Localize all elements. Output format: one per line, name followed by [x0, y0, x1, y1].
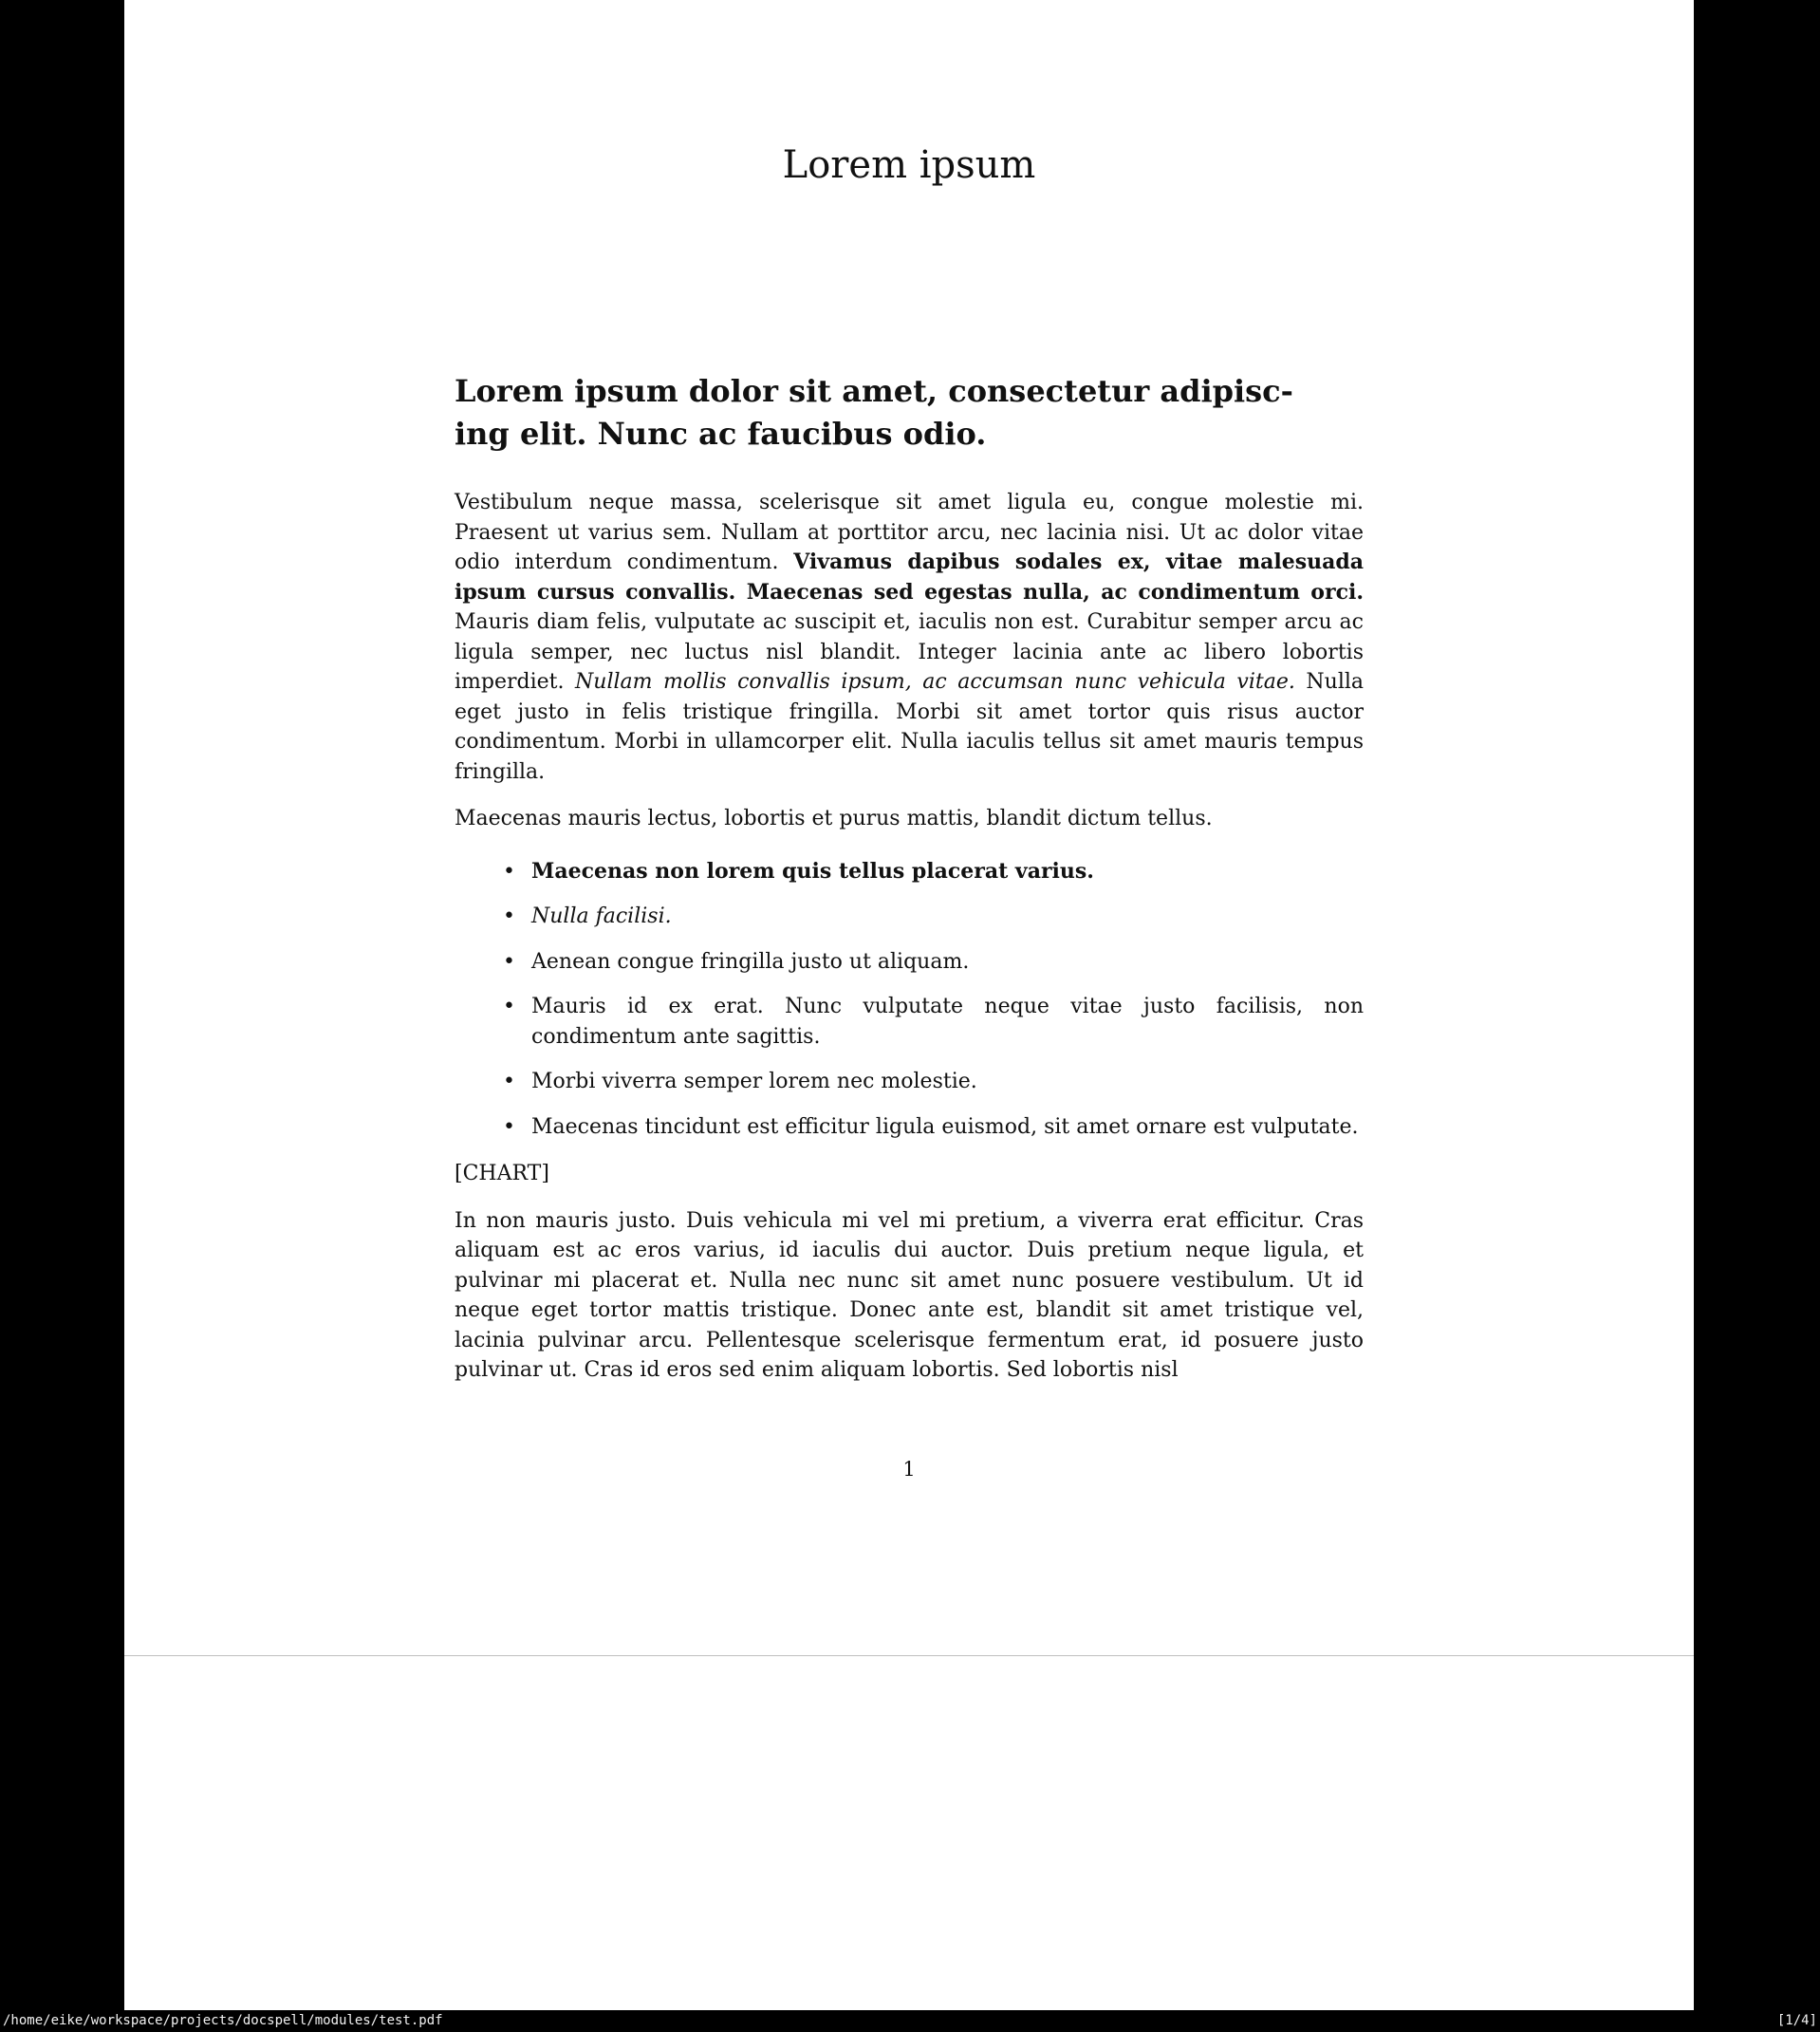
body-paragraph: Vestibulum neque massa, scelerisque sit amet ligula eu, congue molestie mi. Praesent ut varius sem. Nullam at porttitor arcu, nec lacinia nisi. Ut ac dolor vitae odio interdum condimentum. Vivamus dapibus sodales ex, vitae malesuada ipsum cursus convallis. Maecenas sed egestas nulla, ac condimentum orci. Mauris diam felis, vulputate ac suscipit et, iaculis non est. Curabitur semper arcu ac ligula semper, nec luctus nisl blandit. Integer lacinia ante ac libero lobortis imperdiet. Nullam mollis convallis ipsum, ac accumsan nunc vehicula vitae. Nulla eget justo in felis tristique fringilla. Morbi sit amet tortor quis risus auctor condimentum. Morbi in ullamcorper elit. Nulla iaculis tellus sit amet mauris tempus fringilla.	[455, 491, 1365, 784]
list-item: • Nulla facilisi.	[531, 902, 1364, 932]
section-heading-line: ing elit. Nunc ac faucibus odio.	[455, 416, 987, 452]
chart-placeholder: [CHART]	[455, 1162, 549, 1185]
list-item: • Maecenas non lorem quis tellus placerat varius.	[531, 857, 1364, 887]
body-paragraph: Maecenas mauris lectus, lobortis et purus mattis, blandit dictum tellus.	[455, 807, 1213, 830]
statusbar	[0, 2010, 1820, 2032]
body-paragraph: In non mauris justo. Duis vehicula mi vel mi pretium, a viverra erat efficitur. Cras aliquam est ac eros varius, id iaculis dui auctor. Duis pretium neque ligula, et pulvinar mi placerat et. Nulla nec nunc sit amet nunc posuere vestibulum. Ut id neque eget tortor mattis tristique. Donec ante est, blandit sit amet tristique vel, lacinia pulvinar arcu. Pellentesque scelerisque fermentum erat, id posuere justo pulvinar ut. Cras id eros sed enim aliquam lobortis. Sed lobortis nisl	[455, 1208, 1364, 1382]
statusbar-file-path: /home/eike/workspace/projects/docspell/modules/test.pdf	[3, 2013, 443, 2028]
section-heading	[455, 370, 1364, 456]
page-separator-line	[124, 1655, 1694, 1656]
list-item: • Morbi viverra semper lorem nec molestie.	[531, 1067, 1364, 1097]
list-item: • Aenean congue fringilla justo ut aliquam.	[531, 947, 1364, 978]
statusbar-page-indicator: [1/4]	[1776, 2013, 1817, 2028]
section-heading-line: Lorem ipsum dolor sit amet, consectetur adipisc-	[455, 373, 1293, 409]
pdf-page-1	[124, 0, 1694, 2010]
list-item: • Mauris id ex erat. Nunc vulputate neque vitae justo facilisis, non condimentum ante sagittis.	[531, 992, 1364, 1052]
page-number: 1	[902, 1457, 916, 1481]
document-title: Lorem ipsum	[782, 143, 1036, 187]
bullet-list	[455, 857, 1364, 1143]
list-item: • Maecenas tincidunt est efficitur ligula euismod, sit amet ornare est vulputate.	[531, 1112, 1364, 1143]
